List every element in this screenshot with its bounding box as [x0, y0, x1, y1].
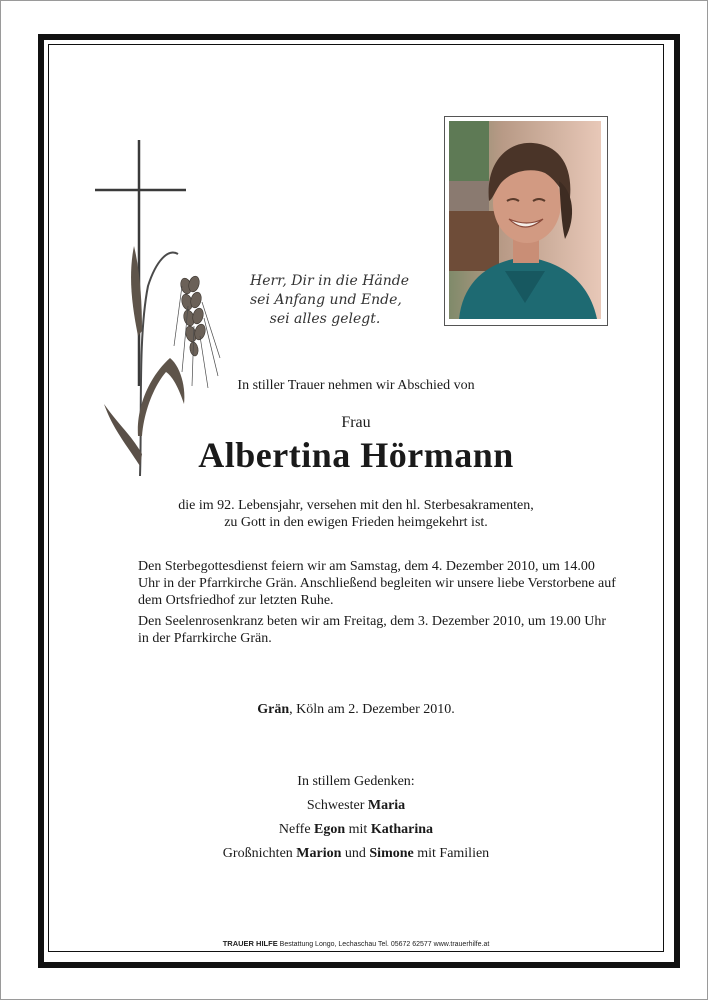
mourner-grandnieces [48, 842, 664, 866]
funeral-line: Uhr in der Pfarrkirche Grän. Anschließend begleiten wir unsere liebe Verstorbene auf [138, 576, 616, 591]
rosary-line: in der Pfarrkirche Grän. [138, 631, 272, 646]
rosary-line: Den Seelenrosenkranz beten wir am Freitag, dem 3. Dezember 2010, um 19.00 Uhr [138, 614, 607, 629]
place-date-rest: , Köln am 2. Dezember 2010. [289, 702, 455, 717]
details-line: zu Gott in den ewigen Frieden heimgekehrt ist. [224, 515, 488, 530]
death-details [48, 497, 664, 531]
mourner-name: Marion [296, 846, 342, 861]
funeral-line: Den Sterbegottesdienst feiern wir am Samstag, dem 4. Dezember 2010, um 14.00 [138, 559, 595, 574]
footer-brand: TRAUER HILFE [222, 939, 278, 948]
mourner-suffix: mit Familien [413, 846, 490, 861]
psalm-verse [250, 272, 410, 329]
rosary-paragraph [138, 613, 613, 647]
mourner-name: Katharina [370, 822, 434, 837]
mourner-connector: mit [345, 822, 371, 837]
psalm-line: Herr, Dir in die Hände [250, 273, 410, 289]
mourner-name: Maria [367, 798, 406, 813]
mourner-relation: Großnichten [222, 846, 297, 861]
mourners-list [48, 770, 664, 866]
funeral-line: dem Ortsfriedhof zur letzten Ruhe. [138, 593, 334, 608]
mourner-sister [48, 794, 664, 818]
mourner-nephew [48, 818, 664, 842]
mourner-name: Simone [369, 846, 414, 861]
mourners-heading: In stillem Gedenken: [297, 774, 415, 789]
psalm-line: sei alles gelegt. [269, 311, 381, 327]
details-line: die im 92. Lebensjahr, versehen mit den hl. Sterbesakramenten, [178, 498, 534, 513]
deceased-name: Albertina Hörmann [198, 435, 514, 475]
place-date [48, 702, 664, 718]
mourner-relation: Neffe [278, 822, 315, 837]
intro-text: In stiller Trauer nehmen wir Abschied von [237, 378, 475, 393]
footer-credit [48, 939, 664, 948]
place-name: Grän [257, 702, 290, 717]
footer-text: Bestattung Longo, Lechaschau Tel. 05672 62577 www.trauerhilfe.at [277, 941, 490, 948]
funeral-paragraph [138, 558, 616, 609]
portrait-image [449, 121, 601, 319]
mourner-relation: Schwester [306, 798, 368, 813]
salutation: Frau [341, 414, 371, 431]
mourner-connector: und [341, 846, 370, 861]
mourner-name: Egon [314, 822, 346, 837]
portrait-photo [444, 116, 608, 326]
psalm-line: sei Anfang und Ende, [250, 292, 402, 308]
